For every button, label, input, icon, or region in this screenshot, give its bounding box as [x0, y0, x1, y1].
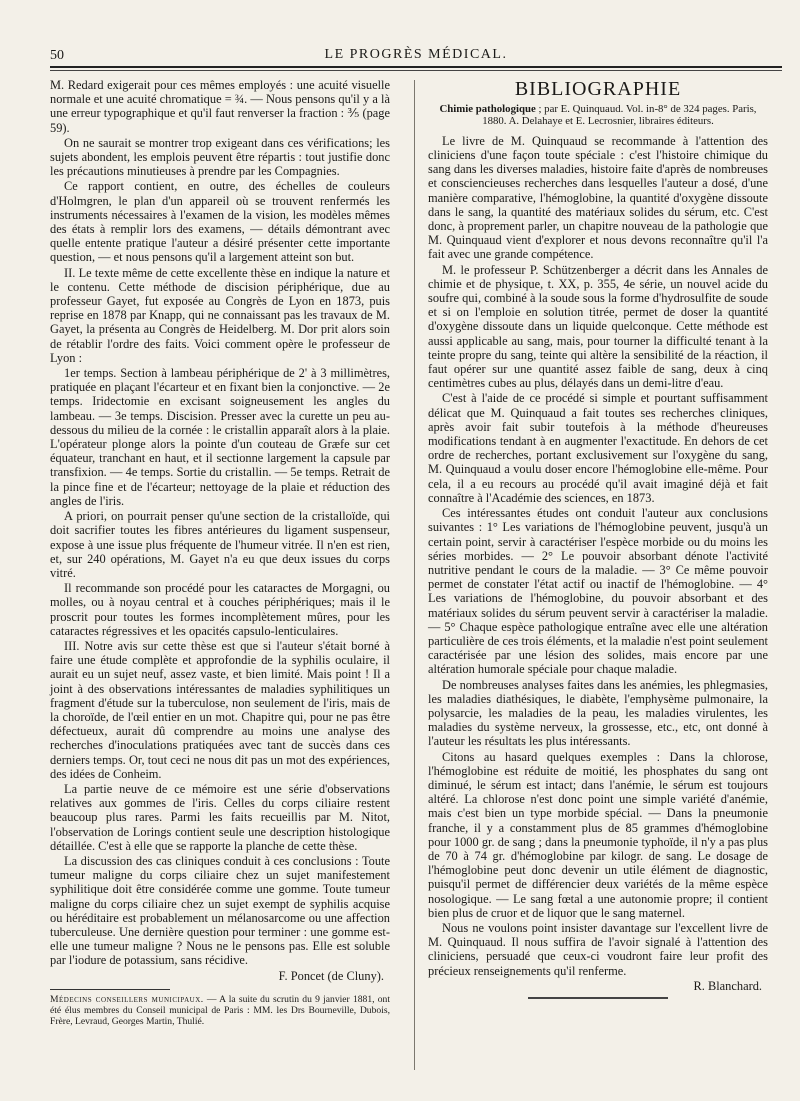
journal-title: LE PROGRÈS MÉDICAL. [324, 47, 508, 62]
footnote-rule [50, 989, 170, 990]
paragraph: A priori, on pourrait penser qu'une section de la cristalloïde, qui doit sacrifier toutes les fibres antérieures du ligament suspenseur, expose à une issue plus fréquente de l'humeur vitrée. Il n'en est rien, et, sur 240 opérations, M. Gayet n'a eu que deux issues du corps vitré. [50, 509, 390, 580]
closing-ornament [528, 997, 668, 999]
signature-blanchard: R. Blanchard. [693, 978, 762, 993]
footnote [50, 994, 390, 1027]
paragraph: Nous ne voulons point insister davantage sur l'excellent livre de M. Quinquaud. Il nous suffira de l'avoir signalé à l'attention des cliniciens, persuadé que ceux-ci voudront faire leur profit des précieux renseignements qu'il renferme. [428, 920, 768, 978]
column-divider [414, 80, 415, 1070]
paragraph: Le livre de M. Quinquaud se recommande à l'attention des cliniciens d'une façon toute spéciale : c'est l'histoire chimique du sang dans les diverses maladies, histoire faite d'après de nombreuses et consciencieuses recherches dans lesquelles l'auteur a dosé, d'une manière comparative, l'hémoglobine, la quantité d'oxygène dissoute dans le sang, la quantité des matériaux solides du sérum, etc. C'est donc, à proprement parler, un chapitre nouveau de la pathologie que M. Quinquaud vient d'explorer et nous devons reconnaître qu'il l'a fait avec une grande compétence. [428, 133, 768, 262]
header-rule-thick [50, 66, 782, 68]
right-column [428, 78, 768, 999]
signature-poncet: F. Poncet (de Cluny). [278, 968, 384, 983]
paragraph: On ne saurait se montrer trop exigeant dans ces vérifications; les sujets abondent, les emplois peuvent être répartis : tout justifie donc les précautions minutieuses à prendre par les Compagnies. [50, 135, 390, 179]
book-reference-details: ; par E. Quinquaud. Vol. in-8° de 324 pages. Paris, 1880. A. Delahaye et E. Lecrosnier, libraires éditeurs. [482, 103, 757, 128]
paragraph: La discussion des cas cliniques conduit à ces conclusions : Toute tumeur maligne du corps ciliaire chez un sujet manifestement syphilitique doit être considérée comme une gomme. Toute tumeur maligne du corps ciliaire chez un sujet exempt de syphilis acquise ou héréditaire est probablement un mélanosarcome ou une affection tuberculeuse. Une dernière question pour terminer : une gomme est-elle une tumeur maligne ? Nous ne le pensons pas. Elle est soluble par l'iodure de potassium, sans récidive. [50, 853, 390, 968]
paragraph: De nombreuses analyses faites dans les anémies, les phlegmasies, les maladies diathésiques, le diabète, l'emphysème pulmonaire, la polysarcie, les maladies de la peau, les maladies virulentes, les maladies du système nerveux, la grossesse, etc., etc, ont donné à l'auteur les résultats les plus intéressants. [428, 677, 768, 749]
book-title: Chimie pathologique [439, 103, 536, 115]
paragraph: La partie neuve de ce mémoire est une série d'observations relatives aux gommes de l'iris. Celles du corps ciliaire restent beaucoup plus rares. Parmi les faits recueillis par M. Nitot, l'observation de Lorings contient seule une description histologique détaillée. C'est à elle que se rapporte la planche de cette thèse. [50, 781, 390, 853]
paragraph: Il recommande son procédé pour les cataractes de Morgagni, ou molles, ou à noyau central et à couches périphériques; mais il le proscrit pour toutes les formes incomplètement mûres, pour les cataractes régressives et les opacités capsulo-lenticulaires. [50, 581, 390, 638]
paragraph: M. le professeur P. Schützenberger a décrit dans les Annales de chimie et de physique, t. XX, p. 355, 4e série, un nouvel acide du soufre qui, combiné à la soude sous la forme d'hydrosulfite de soude et si on l'emploie en solution titrée, permet de doser la quantité d'oxygène dissoute dans un liquide quelconque. Cette méthode est aussi applicable au sang, mais, pour tourner la difficulté tenant à la teinte propre du sang, teinte qui altère la sensibilité de la réaction, il faut opérer sur une quantité assez faible de sang, deux à cinq centimètres cubes au plus, délayés dans un demi-litre d'eau. [428, 262, 768, 391]
paragraph: Citons au hasard quelques exemples : Dans la chlorose, l'hémoglobine est réduite de moitié, les phosphates du sang ont diminué, le sérum est intact; dans l'anémie, le sérum est toujours altéré. La chlorose n'est donc point une simple variété d'anémie, mais c'est bien un type morbide spécial. — Dans la pneumonie franche, il y a constamment plus de 85 grammes d'hémoglobine pour 1000 gr. de sang ; dans la pneumonie typhoïde, il n'y a pas plus de 70 à 74 gr. d'hémoglobine par kilogr. de sang. Le dosage de l'hémoglobine peut donc devenir un utile élément de diagnostic, puisqu'il permet de différencier deux variétés de la même espèce nosologique. — Le sang fœtal a une autonomie propre; il contient bien plus de cruor et de liquor que le sang maternel. [428, 749, 768, 920]
footnote-text: — A la suite du scrutin du 9 janvier 1881, ont été élus membres du Conseil municipal de Paris : MM. les Drs Bourneville, Dubois, Frère, Levraud, Georges Martin, Thulié. [50, 993, 390, 1027]
left-column [50, 78, 390, 1027]
paragraph: Ce rapport contient, en outre, des échelles de couleurs d'Holmgren, le plan d'un appareil où se trouvent renfermés les instruments nécessaires à l'examen de la vision, les modèles mêmes des états à remplir lors des examens, — détails démontrant avec quelle entente pratique l'auteur a désiré présenter cette importante question, — et nous pensons qu'il a largement atteint son but. [50, 179, 390, 265]
paragraph: Ces intéressantes études ont conduit l'auteur aux conclusions suivantes : 1° Les variations de l'hémoglobine peuvent, jusqu'à un certain point, servir à caractériser l'espèce morbide ou du moins les séries morbides. — 2° Le pouvoir absorbant dénote l'activité nutritive pendant le cours de la maladie. — 3° Ce même pouvoir permet de constater l'état actif ou inactif de l'hémoglobine. — 4° Les variations de l'hémoglobine, du pouvoir absorbant et des matériaux solides du sérum peuvent servir à caractériser la maladie. — 5° Chaque espèce pathologique entraîne avec elle une altération particulière de ces trois éléments, et la maladie n'est point seulement caractérisée par une lésion des solides, mais encore par une altération humorale spéciale pour chaque maladie. [428, 506, 768, 677]
paragraph: II. Le texte même de cette excellente thèse en indique la nature et le contenu. Cette méthode de discision périphérique, due au professeur Gayet, fut exposée au Congrès de Lyon en 1873, puis reprise en 1878 par Knapp, qui ne connaissant pas les travaux de M. Gayet, la présenta au Congrès de Heidelberg. M. Dor prit alors soin de rétablir l'ordre des faits. Voici comment opère le professeur de Lyon : [50, 265, 390, 365]
book-reference [428, 103, 768, 128]
section-title: BIBLIOGRAPHIE [514, 78, 682, 100]
paragraph: M. Redard exigerait pour ces mêmes employés : une acuité visuelle normale et une acuité chromatique = ¾. — Nous pensons qu'il y a là une erreur typographique et qu'il faut renverser la fraction : ⅗ (page 59). [50, 78, 390, 135]
page-header [50, 46, 782, 66]
footnote-lead: Médecins conseillers municipaux. [50, 993, 204, 1005]
paragraph: C'est à l'aide de ce procédé si simple et pourtant suffisamment délicat que M. Quinquaud a fait toutes ses recherches cliniques, après avoir fait subir toutefois à la méthode d'heureuses modifications tendant à en augmenter l'exactitude. En dehors de cet ordre de recherches, portant exclusivement sur l'oxygène du sang, M. Quinquaud a voulu doser encore l'hémoglobine elle-même. Pour cela, il a eu recours au procédé qu'il avait imaginé déjà et fait connaître à l'Académie des sciences, en 1873. [428, 391, 768, 505]
header-rule-thin [50, 70, 782, 71]
paragraph: III. Notre avis sur cette thèse est que si l'auteur s'était borné à faire une étude complète et approfondie de la syphilis oculaire, il aurait eu un sujet neuf, assez vaste, et bien limité. Mais point ! Il a joint à des observations intéressantes de maladies syphilitiques un fragment d'étude sur la tuberculose, non seulement de l'iris, mais de la choroïde, de l'œil entier en un mot. Chapitre qui, pour ne pas être défectueux, aurait dû comprendre au moins une analyse des recherches d'inoculations pratiquées avec tant de succès dans ces derniers temps. Or, tout ceci ne nous dit pas un mot des expériences, des idées de Conheim. [50, 638, 390, 781]
page-number: 50 [50, 48, 64, 63]
paragraph: 1er temps. Section à lambeau périphérique de 2' à 3 millimètres, pratiquée en plaçant l'écarteur et en fixant bien la conjonctive. — 2e temps. Iridectomie en excisant soigneusement les angles du lambeau. — 3e temps. Discision. Presser avec la curette un peu au-dessous du milieu de la cornée : le cristallin apparaît alors à la plaie. L'opérateur plonge alors la pointe d'un couteau de Græfe sur cet équateur, tranchant en haut, et il sectionne largement la capsule par transfixion. — 4e temps. Sortie du cristallin. — 5e temps. Retrait de la pince fine et de l'écarteur; nettoyage de la plaie et réduction des angles de l'iris. [50, 366, 390, 508]
